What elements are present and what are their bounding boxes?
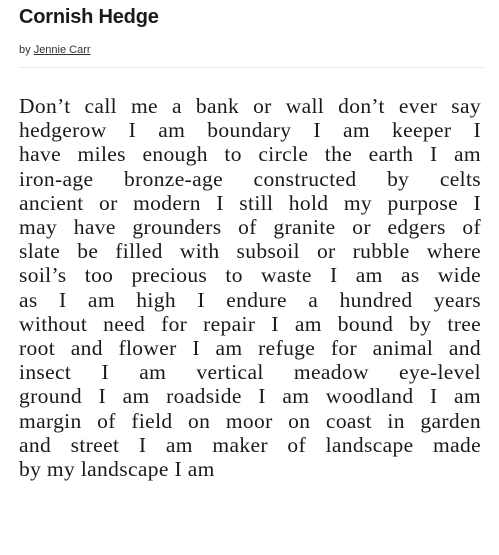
- byline-prefix: by: [19, 44, 34, 56]
- poem-line: have miles enough to circle the earth I am: [19, 142, 481, 167]
- author-link[interactable]: Jennie Carr: [33, 44, 91, 56]
- poem-line: margin of field on moor on coast in garden: [19, 408, 481, 433]
- poem-line: hedgerow I am boundary I am keeper I: [19, 118, 481, 143]
- poem-line: slate be filled with subsoil or rubble where: [19, 239, 481, 264]
- poem-line: Don’t call me a bank or wall don’t ever say: [19, 94, 481, 118]
- poem-line: soil’s too precious to waste I am as wide: [19, 263, 481, 288]
- poem-line: by my landscape I am: [19, 457, 215, 482]
- poem-line: ancient or modern I still hold my purpose I: [19, 190, 481, 215]
- poem-line: and street I am maker of landscape made: [19, 432, 481, 457]
- byline: [19, 43, 481, 57]
- divider: [19, 67, 484, 68]
- poem-line: may have grounders of granite or edgers of: [19, 215, 481, 240]
- poem-line: without need for repair I am bound by tree: [19, 311, 481, 336]
- poem-line: iron-age bronze-age constructed by celts: [19, 166, 481, 191]
- poem-line: insect I am vertical meadow eye-level: [19, 360, 481, 385]
- poem-body: [19, 94, 481, 481]
- poem-line: as I am high I endure a hundred years: [19, 287, 481, 312]
- poem-line: root and flower I am refuge for animal and: [19, 336, 481, 361]
- poem-title: Cornish Hedge: [19, 6, 159, 28]
- poem-line: ground I am roadside I am woodland I am: [19, 384, 481, 409]
